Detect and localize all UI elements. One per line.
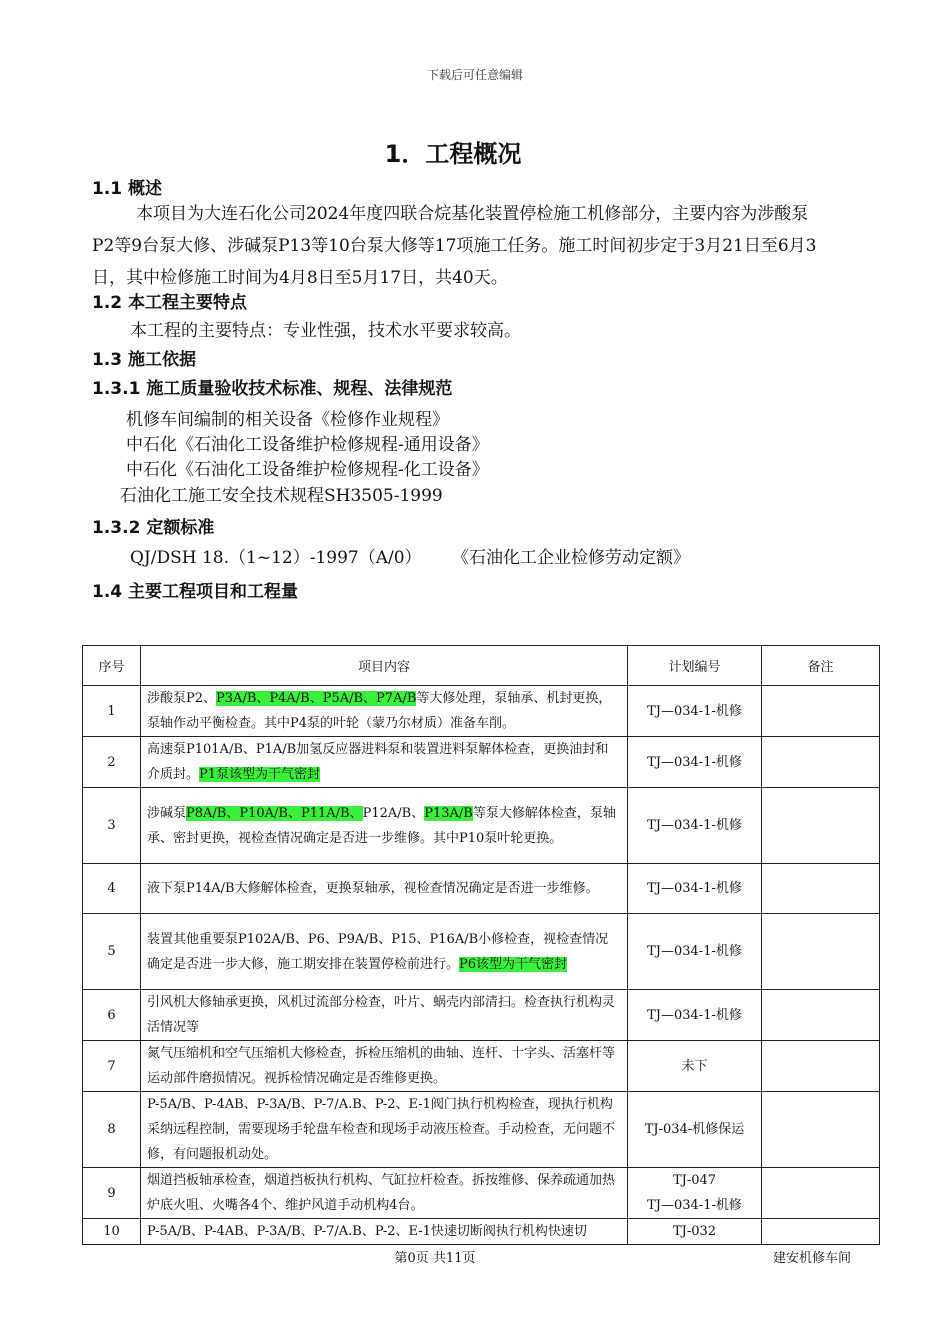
- highlighted-text: P6该型为干气密封: [459, 956, 568, 972]
- plan-code: TJ-032: [672, 1224, 717, 1239]
- table-row: [83, 1041, 880, 1092]
- row-number: 4: [83, 864, 141, 914]
- row-number: 3: [83, 788, 141, 864]
- content-text: 引风机大修轴承更换，风机过流部分检查，叶片、蜗壳内部清扫。检查执行机构灵活情况等: [147, 995, 616, 1035]
- table-row: [83, 864, 880, 914]
- plan-code: TJ-047: [672, 1173, 717, 1188]
- content-text: 液下泵P14A/B大修解体检查，更换泵轴承，视检查情况确定是否进一步维修。: [147, 881, 599, 896]
- row-content: [141, 1219, 628, 1245]
- row-remark: [762, 1168, 880, 1219]
- row-number: 2: [83, 737, 141, 788]
- features-text: 本工程的主要特点：专业性强，技术水平要求较高。: [130, 321, 521, 341]
- standard-item: 中石化《石油化工设备维护检修规程-化工设备》: [126, 460, 489, 480]
- row-number: 9: [83, 1168, 141, 1219]
- row-plan: [628, 914, 762, 990]
- row-content: [141, 914, 628, 990]
- row-plan: [628, 1168, 762, 1219]
- table-row: [83, 788, 880, 864]
- table-row: [83, 1219, 880, 1245]
- row-number: 1: [83, 686, 141, 737]
- row-plan: [628, 1092, 762, 1168]
- table-row: [83, 686, 880, 737]
- plan-code: TJ—034-1-机修: [647, 754, 742, 770]
- footer-dept: 建安机修车间: [773, 1251, 852, 1266]
- plan-code: TJ—034-1-机修: [647, 1007, 742, 1023]
- row-plan: [628, 1219, 762, 1245]
- content-text: P-5A/B、P-4AB、P-3A/B、P-7/A.B、P-2、E-1快速切断阀执行机构快速切: [147, 1224, 587, 1239]
- quota-code: QJ/DSH 18.（1~12）-1997（A/0）: [130, 548, 422, 568]
- row-number: 7: [83, 1041, 141, 1092]
- row-number: 10: [83, 1219, 141, 1245]
- content-text: 涉碱泵: [147, 805, 187, 821]
- row-remark: [762, 737, 880, 788]
- row-remark: [762, 1092, 880, 1168]
- row-plan: [628, 864, 762, 914]
- content-text: 氮气压缩机和空气压缩机大修检查，拆检压缩机的曲轴、连杆、十字头、活塞杆等运动部件磨损情况。视拆检情况确定是否维修更换。: [147, 1046, 616, 1086]
- row-content: [141, 864, 628, 914]
- plan-code: TJ—034-1-机修: [647, 818, 742, 833]
- content-text: 涉酸泵P2、: [147, 691, 217, 706]
- heading-1-1: 1.1 概述: [92, 179, 163, 199]
- table-row: [83, 914, 880, 990]
- highlighted-text: P13A/B: [424, 805, 473, 821]
- col-header-remark: 备注: [762, 646, 880, 686]
- plan-code: TJ—034-1-机修: [647, 1198, 742, 1213]
- row-plan: [628, 1041, 762, 1092]
- page-header-note: 下载后可任意编辑: [426, 68, 523, 82]
- content-text: P12A/B、: [362, 805, 425, 821]
- standard-item: 机修车间编制的相关设备《检修作业规程》: [126, 410, 449, 430]
- row-plan: [628, 737, 762, 788]
- row-remark: [762, 1041, 880, 1092]
- row-remark: [762, 686, 880, 737]
- row-content: [141, 737, 628, 788]
- table-row: [83, 990, 880, 1041]
- content-text: 高速泵P101A/B、P1A/B加氢反应器进料泵和装置进料泵解体检查，更换油封和介质封。: [147, 742, 609, 782]
- row-plan: [628, 788, 762, 864]
- overview-text: 本项目为大连石化公司2024年度四联合烷基化装置停检施工机修部分，主要内容为涉酸泵P2等9台泵大修、涉碱泵P13等10台泵大修等17项施工任务。施工时间初步定于3月21日至6月3日，其中检修施工时间为4月8日至5月17日，共40天。: [92, 204, 817, 288]
- row-remark: [762, 914, 880, 990]
- row-number: 6: [83, 990, 141, 1041]
- row-content: [141, 990, 628, 1041]
- plan-code: TJ—034-1-机修: [647, 881, 742, 896]
- row-content: [141, 686, 628, 737]
- plan-code: TJ—034-1-机修: [647, 944, 742, 959]
- standard-item: 石油化工施工安全技术规程SH3505-1999: [120, 486, 443, 506]
- table-row: [83, 1168, 880, 1219]
- highlighted-text: P3A/B、P4A/B、P5A/B、P7A/B: [216, 691, 417, 706]
- heading-1-3: 1.3 施工依据: [92, 350, 197, 370]
- row-remark: [762, 990, 880, 1041]
- row-content: [141, 1041, 628, 1092]
- row-plan: [628, 990, 762, 1041]
- table-row: [83, 737, 880, 788]
- content-text: 装置其他重要泵P102A/B、P6、P9A/B、P15、P16A/B小修检查，视检查情况确定是否进一步大修，施工期安排在装置停检前进行。: [147, 931, 609, 972]
- project-table: [82, 645, 880, 1245]
- content-text: P-5A/B、P-4AB、P-3A/B、P-7/A.B、P-2、E-1阀门执行机构检查，现执行机构采纳远程控制，需要现场手轮盘车检查和现场手动液压检查。手动检查，无问题不修，有问题报机动处。: [147, 1097, 616, 1162]
- heading-1-3-1: 1.3.1 施工质量验收技术标准、规程、法律规范: [92, 379, 453, 399]
- row-remark: [762, 1219, 880, 1245]
- row-number: 5: [83, 914, 141, 990]
- quota-name: 《石油化工企业检修劳动定额》: [452, 548, 690, 568]
- content-text: 等大修处理，泵轴承、机封更换，泵轴作动平衡检查。其中P4泵的叶轮（蒙乃尔材质）准备车削。: [147, 691, 612, 731]
- col-header-content: 项目内容: [141, 646, 628, 686]
- page-number: 第0页 共11页: [394, 1251, 476, 1266]
- table-header-row: [83, 646, 880, 686]
- highlighted-text: P1泵该型为干气密封: [199, 767, 321, 782]
- content-text: 等泵大修解体检查，泵轴承、密封更换，视检查情况确定是否进一步维修。其中P10泵叶轮更换。: [147, 805, 616, 846]
- row-number: 8: [83, 1092, 141, 1168]
- heading-1-4: 1.4 主要工程项目和工程量: [92, 582, 299, 602]
- heading-1-2: 1.2 本工程主要特点: [92, 293, 248, 313]
- plan-code: TJ-034-机修保运: [644, 1122, 745, 1137]
- table-row: [83, 1092, 880, 1168]
- content-text: 烟道挡板轴承检查，烟道挡板执行机构、气缸拉杆检查。拆按维修、保养疏通加热炉底火咀、火嘴各4个、维护风道手动机构4台。: [147, 1173, 616, 1213]
- row-content: [141, 1092, 628, 1168]
- plan-code: 未下: [681, 1058, 708, 1074]
- col-header-plan: 计划编号: [628, 646, 762, 686]
- row-remark: [762, 864, 880, 914]
- row-content: [141, 788, 628, 864]
- row-plan: [628, 686, 762, 737]
- highlighted-text: P8A/B、P10A/B、P11A/B、: [186, 805, 363, 821]
- row-content: [141, 1168, 628, 1219]
- heading-1-3-2: 1.3.2 定额标准: [92, 518, 215, 538]
- page-title: 1．工程概况: [384, 140, 522, 168]
- row-remark: [762, 788, 880, 864]
- overview-paragraph: [92, 198, 822, 294]
- plan-code: TJ—034-1-机修: [647, 703, 742, 719]
- col-header-no: 序号: [83, 646, 141, 686]
- standard-item: 中石化《石油化工设备维护检修规程-通用设备》: [126, 435, 489, 455]
